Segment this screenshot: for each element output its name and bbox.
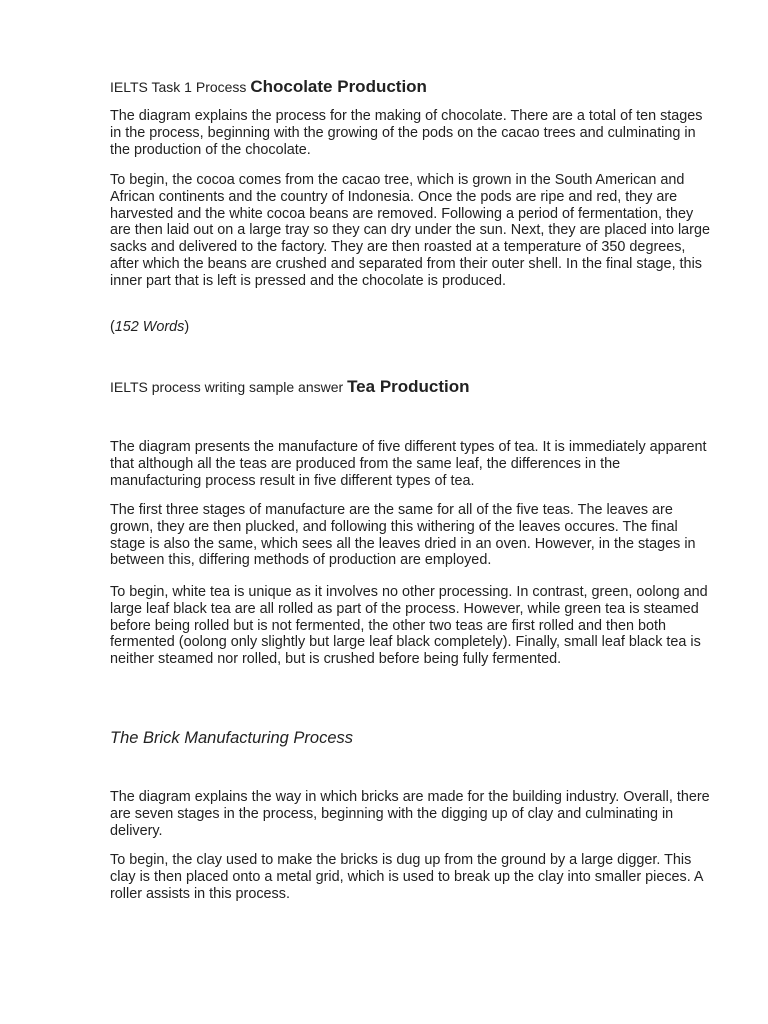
word-count-text: 152 Words: [114, 319, 185, 335]
tea-paragraph-3-text: To begin, white tea is unique as it involves no other processing. In contrast, green, oolong and large leaf black tea are all rolled as part of the process. However, while green tea is steamed before being rolled but is not fermented, the other two teas are first rolled and then both fermented (oolong only slightly but large leaf black completely). Finally, small leaf black tea is neither steamed nor rolled, but is crushed before being fully fermented.: [110, 584, 708, 668]
chocolate-paragraph-2: [110, 172, 714, 290]
tea-paragraph-2: [110, 502, 714, 569]
chocolate-paragraph-1: [110, 108, 714, 158]
chocolate-heading-title: Chocolate Production: [250, 77, 427, 96]
word-count-close: ): [184, 319, 190, 335]
brick-paragraph-1: [110, 789, 714, 839]
tea-paragraph-2-text: The first three stages of manufacture are the same for all of the five teas. The leaves are grown, they are then plucked, and following this withering of the leaves occures. The final stage is also the same, which sees all the leaves dried in an oven. However, in the stages in between this, differing methods of production are employed.: [110, 502, 696, 569]
brick-paragraph-1-text: The diagram explains the way in which bricks are made for the building industry. Overall, there are seven stages in the process, beginning with the digging up of clay and culminating in delivery.: [110, 789, 710, 839]
brick-title-text: The Brick Manufacturing Process: [110, 729, 354, 747]
brick-title: [110, 728, 714, 748]
brick-paragraph-2: [110, 852, 714, 902]
chocolate-paragraph-1-text: The diagram explains the process for the making of chocolate. There are a total of ten stages in the process, beginning with the growing of the pods on the cacao trees and culminating in the production of the chocolate.: [110, 108, 703, 158]
word-count-open: (: [110, 319, 115, 335]
chocolate-paragraph-2-text: To begin, the cocoa comes from the cacao tree, which is grown in the South American and African continents and the country of Indonesia. Once the pods are ripe and red, they are harvested and the white cocoa beans are removed. Following a period of fermentation, they are then laid out on a large tray so they can dry under the sun. Next, they are placed into large sacks and delivered to the factory. They are then roasted at a temperature of 350 degrees, after which the beans are crushed and separated from their outer shell. In the final stage, this inner part that is left is pressed and the chocolate is produced.: [110, 172, 710, 289]
tea-paragraph-1-text: The diagram presents the manufacture of five different types of tea. It is immediately apparent that although all the teas are produced from the same leaf, the differences in the manufacturing process result in five different types of tea.: [110, 439, 707, 489]
tea-heading-prefix: IELTS process writing sample answer: [110, 379, 348, 395]
tea-paragraph-3: [110, 584, 714, 668]
chocolate-heading: [110, 78, 714, 96]
brick-paragraph-2-text: To begin, the clay used to make the bricks is dug up from the ground by a large digger. This clay is then placed onto a metal grid, which is used to break up the clay into smaller pieces. A roller assists in this process.: [110, 852, 703, 902]
chocolate-heading-prefix: IELTS Task 1 Process: [110, 79, 251, 95]
tea-paragraph-1: [110, 439, 714, 489]
word-count: [110, 319, 714, 336]
tea-heading: [110, 378, 714, 396]
tea-heading-title: Tea Production: [347, 377, 470, 396]
